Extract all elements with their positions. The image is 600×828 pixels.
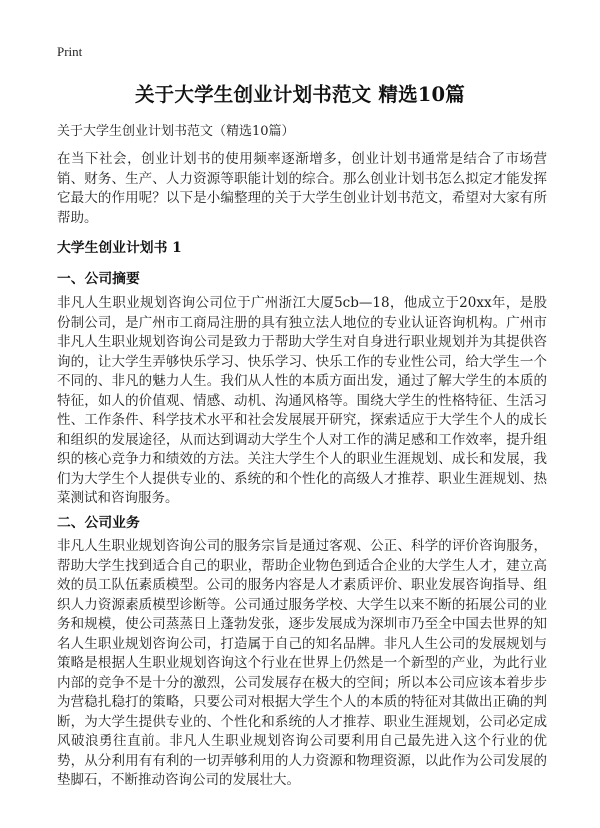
section-heading-company-summary: 一、公司摘要 [57, 271, 140, 287]
print-link[interactable]: Print [57, 44, 83, 59]
section-heading-company-business: 二、公司业务 [57, 515, 140, 531]
document-subtitle: 关于大学生创业计划书范文（精选10篇） [57, 124, 295, 139]
intro-paragraph: 在当下社会，创业计划书的使用频率逐渐增多，创业计划书通常是结合了市场营销、财务、生产、人力资源等职能计划的综合。那么创业计划书怎么拟定才能发挥它最大的作用呢？以下是小编整理的关于大学生创业计划书范文，希望对大家有所帮助。 [57, 151, 547, 226]
plan-heading: 大学生创业计划书 1 [57, 240, 182, 256]
section-body-company-summary: 非凡人生职业规划咨询公司位于广州浙江大厦5cb—18，他成立于20xx年，是股份制公司，是广州市工商局注册的具有独立法人地位的专业认证咨询机构。广州市非凡人生职业规划咨询公司是致力于帮助大学生对自身进行职业规划并为其提供咨询的，让大学生弄够快乐学习、快乐学习、快乐工作的专业性公司，给大学生一个不同的、非凡的魅力人生。我们从人性的本质方面出发，通过了解大学生的本质的特征，如人的价值观、情感、动机、沟通风格等。围绕大学生的性格特征、生活习性、工作条件、科学技术水平和社会发展展开研究，探索适应于大学生个人的成长和组织的发展途径，从而达到调动大学生个人对工作的满足感和工作效率，提升组织的核心竞争力和绩效的方法。关注大学生个人的职业生涯规划、成长和发展，我们为大学生个人提供专业的、系统的和个性化的高级人才推荐、职业生涯规划、热菜测试和咨询服务。 [57, 295, 547, 506]
document-title: 关于大学生创业计划书范文 精选10篇 [134, 83, 466, 106]
section-body-company-business: 非凡人生职业规划咨询公司的服务宗旨是通过客观、公正、科学的评价咨询服务，帮助大学生找到适合自己的职业，帮助企业物色到适合企业的大学生人才，建立高效的员工队伍素质模型。公司的服务内容是人才素质评价、职业发展咨询指导、组织人力资源素质模型诊断等。公司通过服务学校、大学生以来不断的拓展公司的业务和规模，使公司蒸蒸日上蓬勃发张，逐步发展成为深圳市乃至全中国去世界的知名人生职业规划咨询公司，打造属于自己的知名品牌。非凡人生公司的发展规划与策略是根据人生职业规划咨询这个行业在世界上仍然是一个新型的产业，为此行业内部的竞争不是十分的激烈，公司发展存在极大的空间；所以本公司应该本着步步为营稳扎稳打的策略，只要公司对根据大学生个人的本质的特征对其做出正确的判断，为大学生提供专业的、个性化和系统的人才推荐、职业生涯规划，公司必定成风破浪勇往直前。非凡人生职业规划咨询公司要利用自己最先进入这个行业的优势，从分利用有有利的一切弄够利用的人力资源和物理资源，以此作为公司发展的垫脚石，不断推动咨询公司的发展壮大。 [57, 538, 547, 788]
